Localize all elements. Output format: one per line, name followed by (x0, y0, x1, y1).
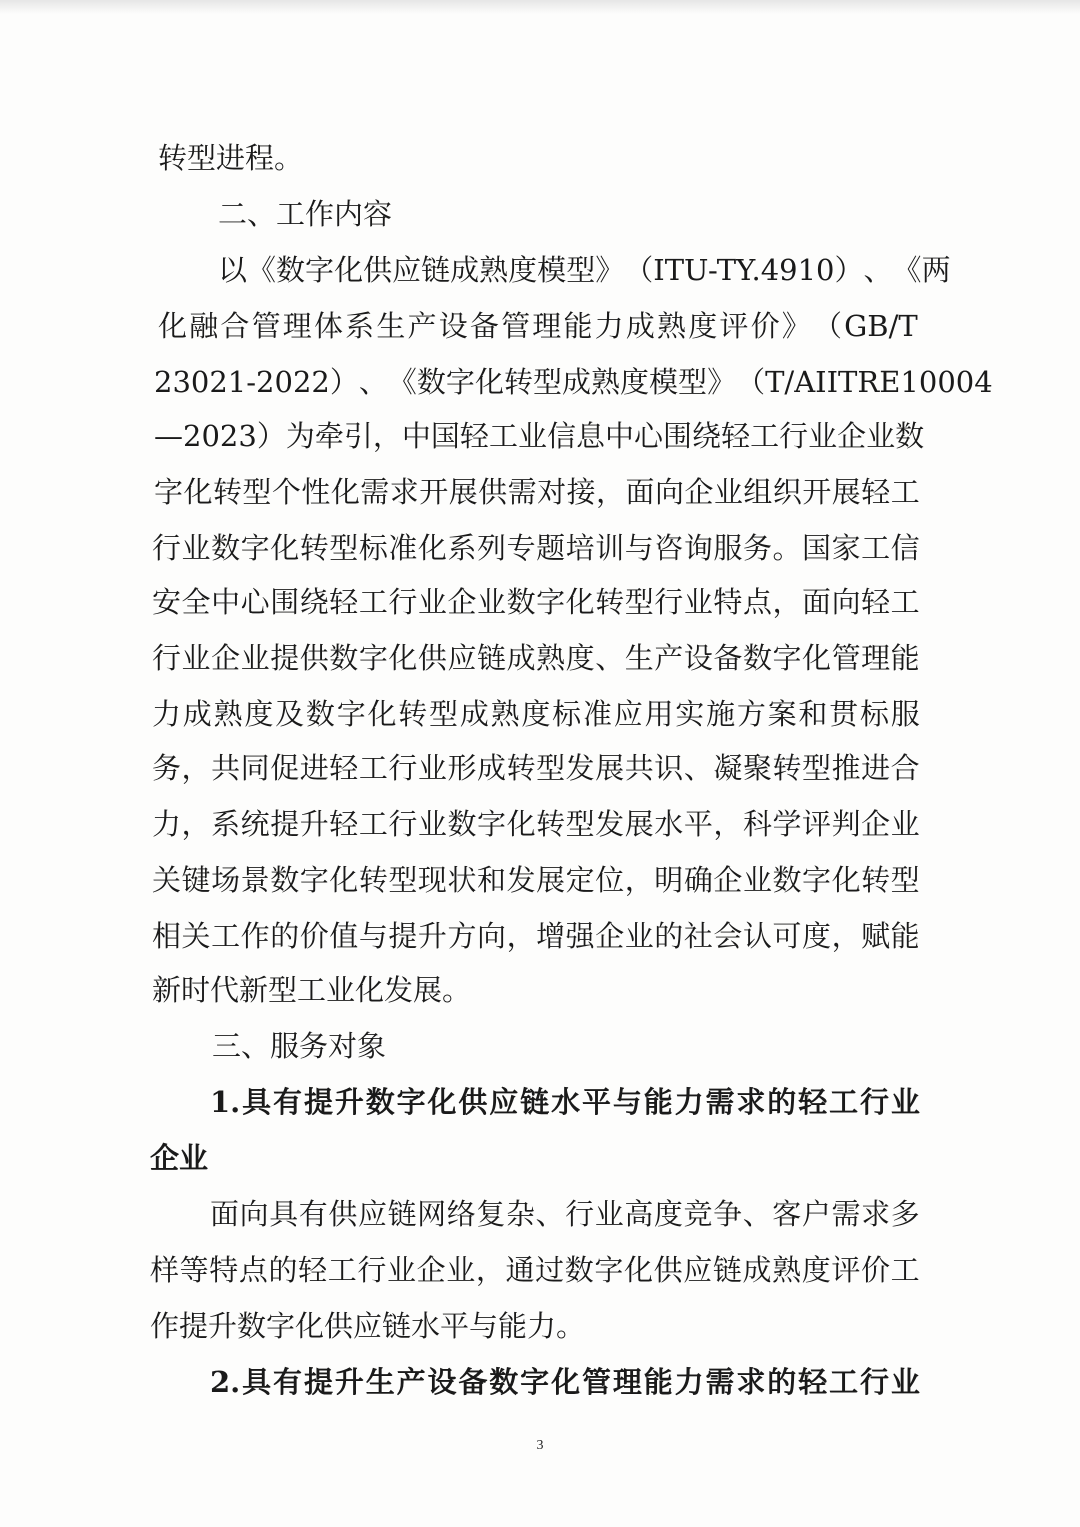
text-line: 以 《 数 字 化 供 应 链 成 熟 度 模 型 》 （ ITU-T Y.4910 ） 、 《 两 (218, 253, 951, 287)
text-line: 23021-2022 ） 、 《 数 字 化 转 型 成 熟 度 模 型 》 （ T/AIITRE 10004 (154, 365, 993, 399)
text-line: 务 ， 共 同 促 进 轻 工 行 业 形 成 转 型 发 展 共 识 、 凝 聚 转 型 推 进 合 (152, 751, 920, 785)
text-line: 行 业 数 字 化 转 型 标 准 化 系 列 专 题 培 训 与 咨 询 服 务 。 国 家 工 信 (152, 531, 920, 565)
text-line: 行 业 企 业 提 供 数 字 化 供 应 链 成 熟 度 、 生 产 设 备 数 字 化 管 理 能 (152, 641, 920, 675)
text-line: 作提升数字化供应链水平与能力。 (150, 1309, 586, 1343)
text-line: 力 ， 系 统 提 升 轻 工 行 业 数 字 化 转 型 发 展 水 平 ， 科 学 评 判 企 业 (152, 807, 920, 841)
text-line: 面 向 具 有 供 应 链 网 络 复 杂 、 行 业 高 度 竞 争 、 客 户 需 求 多 (210, 1197, 920, 1231)
text-line: 样 等 特 点 的 轻 工 行 业 企 业 ， 通 过 数 字 化 供 应 链 成 熟 度 评 价 工 (150, 1253, 920, 1287)
scan-edge-shadow (0, 0, 1080, 14)
text-line: 关 键 场 景 数 字 化 转 型 现 状 和 发 展 定 位 ， 明 确 企 业 数 字 化 转 型 (152, 863, 920, 897)
text-line: 2. 具 有 提 升 生 产 设 备 数 字 化 管 理 能 力 需 求 的 轻 工 行 业 (210, 1365, 920, 1399)
text-line: 三、服务对象 (212, 1029, 387, 1063)
text-line: 1. 具 有 提 升 数 字 化 供 应 链 水 平 与 能 力 需 求 的 轻 工 行 业 (210, 1085, 920, 1119)
text-line: 化 融 合 管 理 体 系 生 产 设 备 管 理 能 力 成 熟 度 评 价 》 （ GB/T (158, 309, 918, 343)
page-number: 3 (536, 1438, 544, 1453)
text-line: 力 成 熟 度 及 数 字 化 转 型 成 熟 度 标 准 应 用 实 施 方 案 和 贯 标 服 (152, 697, 920, 731)
text-line: 转型进程。 (158, 141, 304, 175)
text-line: 企业 (150, 1141, 209, 1175)
text-line: 新时代新型工业化发展。 (152, 973, 472, 1007)
text-line: 二、工作内容 (218, 197, 393, 231)
text-line: — 2023 ） 为 牵 引 ， 中 国 轻 工 业 信 息 中 心 围 绕 轻 工 行 业 企 业 数 (154, 419, 925, 453)
text-line: 相 关 工 作 的 价 值 与 提 升 方 向 ， 增 强 企 业 的 社 会 认 可 度 ， 赋 能 (152, 919, 920, 953)
text-line: 安 全 中 心 围 绕 轻 工 行 业 企 业 数 字 化 转 型 行 业 特 点 ， 面 向 轻 工 (152, 585, 920, 619)
text-line: 字 化 转 型 个 性 化 需 求 开 展 供 需 对 接 ， 面 向 企 业 组 织 开 展 轻 工 (154, 475, 920, 509)
